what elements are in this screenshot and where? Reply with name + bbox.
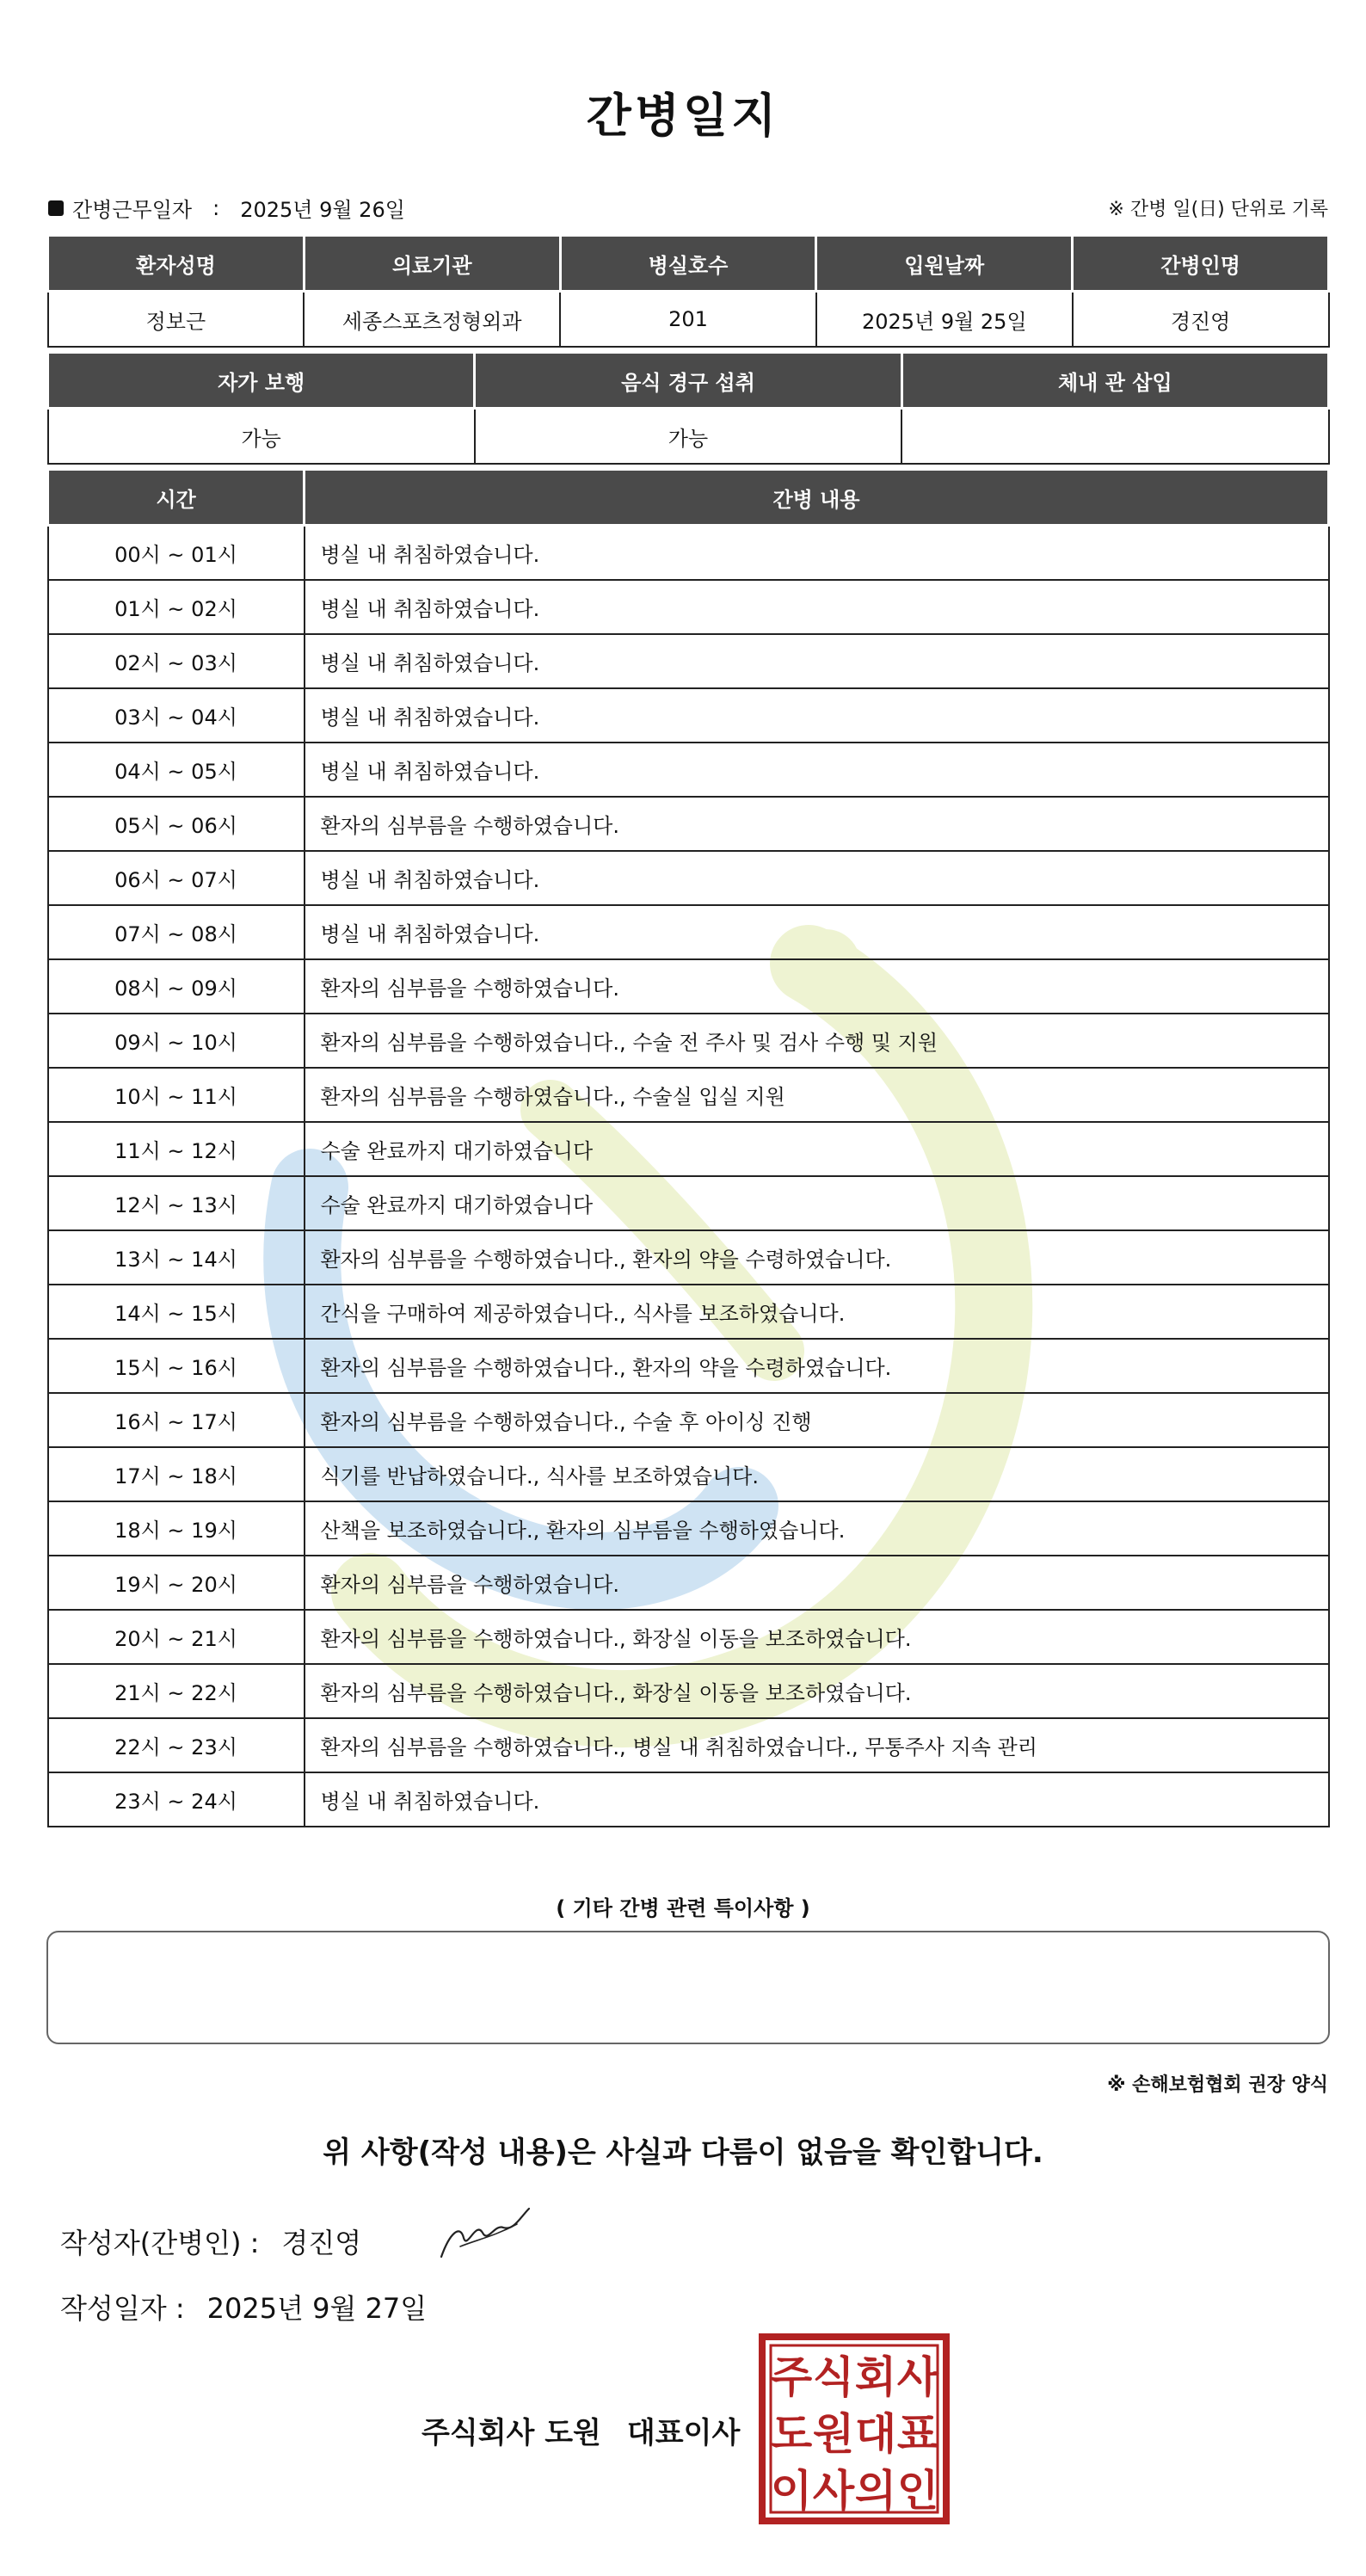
- log-content: 간식을 구매하여 제공하였습니다., 식사를 보조하였습니다.: [305, 1285, 1329, 1339]
- seal-glyph: 인: [896, 2466, 939, 2516]
- header-time: 시간: [48, 470, 305, 526]
- work-date-label: 간병근무일자: [72, 198, 193, 222]
- log-time: 08시 ~ 09시: [48, 959, 305, 1014]
- header-admission-date: 입원날짜: [816, 236, 1073, 292]
- seal-glyph: 주: [770, 2352, 813, 2402]
- log-time: 00시 ~ 01시: [48, 526, 305, 581]
- table-row: [48, 1230, 1329, 1285]
- table-row: [48, 1339, 1329, 1393]
- table-row: [48, 1068, 1329, 1122]
- table-row: [48, 1176, 1329, 1230]
- header-oral-intake: 음식 경구 섭취: [475, 353, 901, 409]
- log-time: 07시 ~ 08시: [48, 905, 305, 959]
- company-seal-stamp: [757, 2332, 951, 2526]
- table-row: [48, 797, 1329, 851]
- page-title: 간병일지: [586, 89, 780, 143]
- table-header-row: [48, 236, 1329, 292]
- other-notes-box: [46, 1931, 1330, 2044]
- log-content: 환자의 심부름을 수행하였습니다., 화장실 이동을 보조하였습니다.: [305, 1664, 1329, 1718]
- seal-glyph: 원: [812, 2409, 855, 2459]
- log-content: 환자의 심부름을 수행하였습니다., 수술실 입실 지원: [305, 1068, 1329, 1122]
- log-content: 산책을 보조하였습니다., 환자의 심부름을 수행하였습니다.: [305, 1501, 1329, 1556]
- log-content: 병실 내 취침하였습니다.: [305, 688, 1329, 743]
- form-footnote: ※ 손해보험협회 권장 양식: [1107, 2074, 1328, 2096]
- log-time: 16시 ~ 17시: [48, 1393, 305, 1447]
- hospital-name: 세종스포츠정형외과: [304, 292, 560, 348]
- table-row: [48, 688, 1329, 743]
- header-room: 병실호수: [560, 236, 816, 292]
- header-care-content: 간병 내용: [305, 470, 1329, 526]
- room-number: 201: [560, 292, 816, 348]
- tube-insertion-value: [901, 409, 1328, 465]
- log-content: 수술 완료까지 대기하였습니다: [305, 1176, 1329, 1230]
- patient-name: 정보근: [48, 292, 305, 348]
- company-line: [421, 2409, 740, 2451]
- log-content: 병실 내 취침하였습니다.: [305, 905, 1329, 959]
- log-time: 05시 ~ 06시: [48, 797, 305, 851]
- log-content: 환자의 심부름을 수행하였습니다.: [305, 1556, 1329, 1610]
- log-time: 22시 ~ 23시: [48, 1718, 305, 1772]
- log-time: 15시 ~ 16시: [48, 1339, 305, 1393]
- table-row: [48, 1122, 1329, 1176]
- log-time: 02시 ~ 03시: [48, 634, 305, 688]
- log-content: 병실 내 취침하였습니다.: [305, 634, 1329, 688]
- work-date-separator: :: [212, 195, 220, 220]
- writer-label: 작성자(간병인) :: [60, 2227, 260, 2259]
- log-content: 병실 내 취침하였습니다.: [305, 1772, 1329, 1827]
- log-content: 환자의 심부름을 수행하였습니다., 화장실 이동을 보조하였습니다.: [305, 1610, 1329, 1664]
- patient-info-table: [46, 234, 1330, 348]
- table-row: [48, 1501, 1329, 1556]
- log-time: 09시 ~ 10시: [48, 1014, 305, 1068]
- header-patient-name: 환자성명: [48, 236, 305, 292]
- log-time: 14시 ~ 15시: [48, 1285, 305, 1339]
- log-content: 식기를 반납하였습니다., 식사를 보조하였습니다.: [305, 1447, 1329, 1501]
- unit-note: ※ 간병 일(日) 단위로 기록: [1108, 199, 1328, 220]
- log-content: 병실 내 취침하였습니다.: [305, 580, 1329, 634]
- table-row: [48, 634, 1329, 688]
- log-time: 01시 ~ 02시: [48, 580, 305, 634]
- admission-date: 2025년 9월 25일: [816, 292, 1073, 348]
- write-date-label: 작성일자 :: [60, 2292, 185, 2325]
- header-self-walking: 자가 보행: [48, 353, 475, 409]
- writer-value: 경진영: [281, 2227, 362, 2259]
- seal-glyph: 이: [770, 2466, 813, 2516]
- table-row: [48, 580, 1329, 634]
- log-time: 23시 ~ 24시: [48, 1772, 305, 1827]
- writer-line: [60, 2222, 361, 2261]
- seal-glyph: 도: [770, 2409, 813, 2459]
- table-row: [48, 1014, 1329, 1068]
- table-row: [48, 526, 1329, 581]
- log-content: 환자의 심부름을 수행하였습니다., 환자의 약을 수령하였습니다.: [305, 1339, 1329, 1393]
- log-content: 환자의 심부름을 수행하였습니다.: [305, 959, 1329, 1014]
- log-content: 수술 완료까지 대기하였습니다: [305, 1122, 1329, 1176]
- table-row: [48, 905, 1329, 959]
- log-content: 환자의 심부름을 수행하였습니다., 수술 전 주사 및 검사 수행 및 지원: [305, 1014, 1329, 1068]
- table-row: [48, 1393, 1329, 1447]
- log-time: 18시 ~ 19시: [48, 1501, 305, 1556]
- table-row: [48, 959, 1329, 1014]
- caregiver-name: 경진영: [1073, 292, 1329, 348]
- log-time: 10시 ~ 11시: [48, 1068, 305, 1122]
- bullet-square-icon: [48, 200, 64, 216]
- company-name: 주식회사 도원: [421, 2416, 601, 2450]
- log-content: 환자의 심부름을 수행하였습니다., 환자의 약을 수령하였습니다.: [305, 1230, 1329, 1285]
- table-row: [48, 409, 1329, 465]
- seal-glyph: 대: [854, 2409, 897, 2459]
- seal-glyph: 사: [896, 2352, 939, 2402]
- log-content: 환자의 심부름을 수행하였습니다., 병실 내 취침하였습니다., 무통주사 지속 관리: [305, 1718, 1329, 1772]
- self-walking-value: 가능: [48, 409, 475, 465]
- log-time: 12시 ~ 13시: [48, 1176, 305, 1230]
- header-caregiver: 간병인명: [1073, 236, 1329, 292]
- table-row: [48, 1664, 1329, 1718]
- log-time: 17시 ~ 18시: [48, 1447, 305, 1501]
- log-time: 06시 ~ 07시: [48, 851, 305, 905]
- table-row: [48, 1772, 1329, 1827]
- header-tube-insertion: 체내 관 삽입: [901, 353, 1328, 409]
- header-hospital: 의료기관: [304, 236, 560, 292]
- table-row: [48, 743, 1329, 797]
- table-row: [48, 292, 1329, 348]
- table-row: [48, 1610, 1329, 1664]
- log-time: 11시 ~ 12시: [48, 1122, 305, 1176]
- seal-glyph: 의: [854, 2466, 897, 2516]
- table-row: [48, 851, 1329, 905]
- other-notes-heading: ( 기타 간병 관련 특이사항 ): [556, 1896, 810, 1920]
- write-date-line: [60, 2287, 427, 2326]
- care-log-table: [46, 468, 1330, 1827]
- log-time: 19시 ~ 20시: [48, 1556, 305, 1610]
- work-date-value: 2025년 9월 26일: [240, 198, 405, 222]
- log-time: 13시 ~ 14시: [48, 1230, 305, 1285]
- table-row: [48, 1285, 1329, 1339]
- table-row: [48, 1718, 1329, 1772]
- log-time: 03시 ~ 04시: [48, 688, 305, 743]
- seal-glyph: 식: [812, 2352, 855, 2402]
- log-content: 병실 내 취침하였습니다.: [305, 526, 1329, 581]
- company-title: 대표이사: [626, 2416, 741, 2450]
- log-content: 환자의 심부름을 수행하였습니다.: [305, 797, 1329, 851]
- table-header-row: [48, 353, 1329, 409]
- work-date: [48, 193, 405, 223]
- log-time: 21시 ~ 22시: [48, 1664, 305, 1718]
- confirmation-statement: 위 사항(작성 내용)은 사실과 다름이 없음을 확인합니다.: [323, 2135, 1043, 2170]
- log-time: 04시 ~ 05시: [48, 743, 305, 797]
- write-date-value: 2025년 9월 27일: [206, 2292, 428, 2325]
- oral-intake-value: 가능: [475, 409, 901, 465]
- patient-status-table: [46, 351, 1330, 465]
- table-row: [48, 1447, 1329, 1501]
- log-content: 병실 내 취침하였습니다.: [305, 851, 1329, 905]
- seal-glyph: 표: [896, 2409, 939, 2459]
- table-header-row: [48, 470, 1329, 526]
- signature-icon: [434, 2198, 538, 2267]
- log-content: 병실 내 취침하였습니다.: [305, 743, 1329, 797]
- seal-glyph: 회: [854, 2352, 897, 2402]
- table-row: [48, 1556, 1329, 1610]
- log-time: 20시 ~ 21시: [48, 1610, 305, 1664]
- seal-glyph: 사: [812, 2466, 855, 2516]
- log-content: 환자의 심부름을 수행하였습니다., 수술 후 아이싱 진행: [305, 1393, 1329, 1447]
